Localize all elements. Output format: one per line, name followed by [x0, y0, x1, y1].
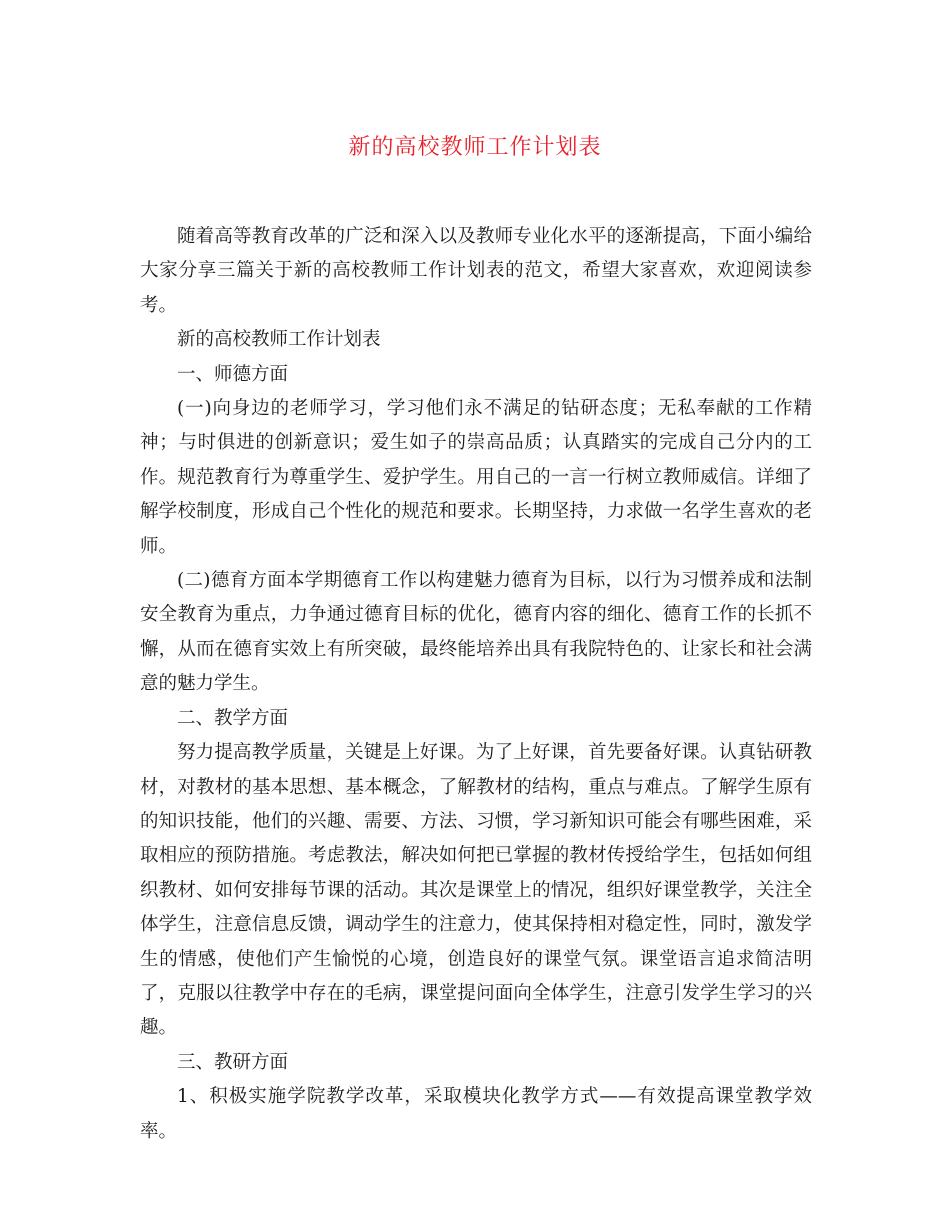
section-heading-ethics: 一、师德方面 [177, 363, 289, 385]
paragraph-subtitle: 新的高校教师工作计划表 [177, 329, 381, 351]
section-heading-research: 三、教研方面 [177, 1051, 289, 1073]
paragraph-ethics-1: (一)向身边的老师学习，学习他们永不满足的钻研态度；无私奉献的工作精神；与时俱进的创新意识；爱生如子的崇高品质；认真踏实的完成自己分内的工作。规范教育行为尊重学生、爱护学生。用自己的一言一行树立教师威信。详细了解学校制度，形成自己个性化的规范和要求。长期坚持，力求做一名学生喜欢的老师。 [140, 398, 812, 557]
section-heading-teaching: 二、教学方面 [177, 707, 289, 729]
paragraph-research-1: 1、积极实施学院教学改革，采取模块化教学方式——有效提高课堂教学效率。 [140, 1086, 812, 1142]
document-body [140, 220, 812, 1149]
paragraph-teaching: 努力提高教学质量，关键是上好课。为了上好课，首先要备好课。认真钻研教材，对教材的基本思想、基本概念，了解教材的结构，重点与难点。了解学生原有的知识技能，他们的兴趣、需要、方法、习惯，学习新知识可能会有哪些困难，采取相应的预防措施。考虑教法，解决如何把已掌握的教材传授给学生，包括如何组织教材、如何安排每节课的活动。其次是课堂上的情况，组织好课堂教学，关注全体学生，注意信息反馈，调动学生的注意力，使其保持相对稳定性，同时，激发学生的情感，使他们产生愉悦的心境，创造良好的课堂气氛。课堂语言追求简洁明了，克服以往教学中存在的毛病，课堂提问面向全体学生，注意引发学生学习的兴趣。 [140, 742, 812, 1039]
document-title: 新的高校教师工作计划表 [348, 135, 602, 160]
paragraph-intro: 随着高等教育改革的广泛和深入以及教师专业化水平的逐渐提高，下面小编给大家分享三篇关于新的高校教师工作计划表的范文，希望大家喜欢，欢迎阅读参考。 [140, 226, 812, 316]
paragraph-ethics-2: (二)德育方面本学期德育工作以构建魅力德育为目标，以行为习惯养成和法制安全教育为重点，力争通过德育目标的优化，德育内容的细化、德育工作的长抓不懈，从而在德育实效上有所突破，最终能培养出具有我院特色的、让家长和社会满意的魅力学生。 [140, 570, 812, 695]
